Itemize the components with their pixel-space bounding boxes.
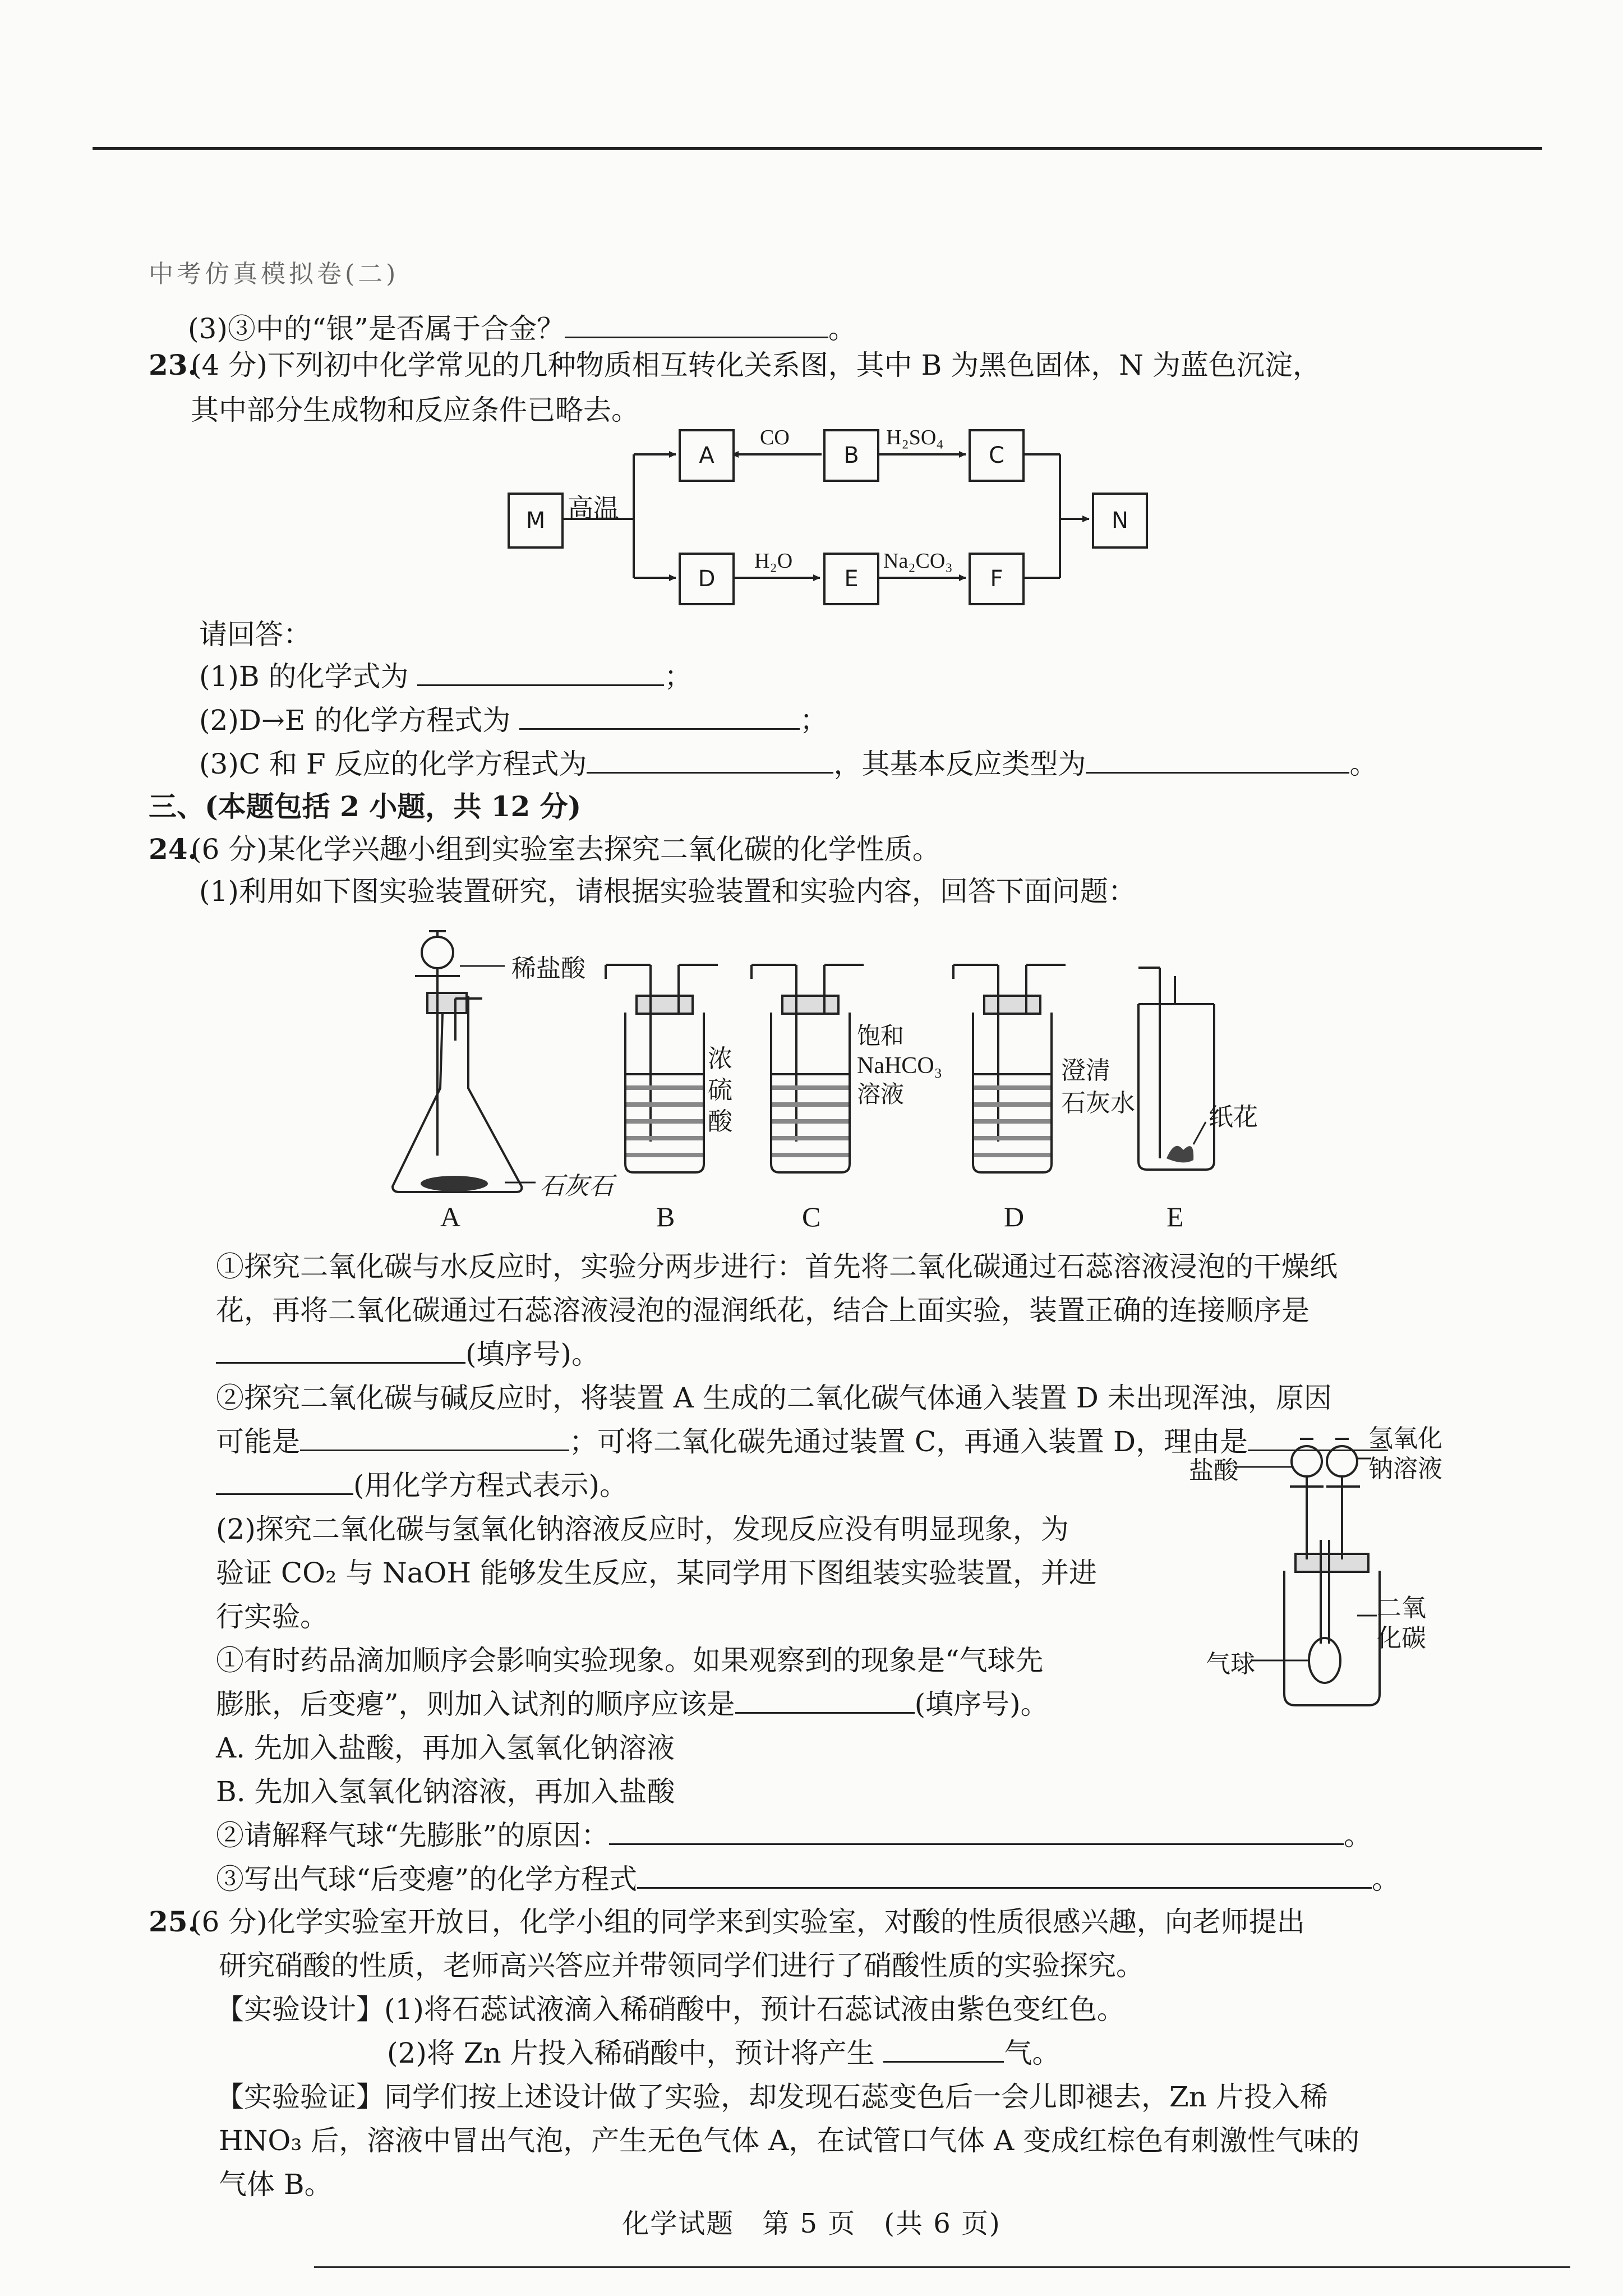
q25-design-text-b: 气。 [1004,2037,1061,2069]
option-A: A. 先加入盐酸，再加入氢氧化钠溶液 [216,1732,675,1764]
q23-sub3-end: 。 [1349,748,1378,780]
b-reagent-line: 硫 [708,1076,732,1104]
q25-design-line2 [387,2033,1060,2073]
b-reagent-line: 酸 [708,1108,732,1135]
answer-blank[interactable] [883,2034,1004,2063]
b-reagent-line: 浓 [708,1045,732,1073]
c-reagent-line: NaHCO₃ [857,1053,943,1079]
q25-design-line1: 【实验设计】(1)将石蕊试液滴入稀硝酸中，预计石蕊试液由紫色变红色。 [216,1993,1125,2026]
label-limestone: 石灰石 [540,1172,614,1200]
letter-D: D [1004,1201,1025,1232]
q25-verify-line3: 气体 B。 [219,2168,333,2201]
q24-line1: (6 分)某化学兴趣小组到实验室去探究二氧化碳的化学性质。 [191,833,940,866]
q24-s2-p1-text-a: 膨胀，后变瘪”，则加入试剂的顺序应该是 [216,1688,735,1720]
q24-line2: (1)利用如下图实验装置研究，请根据实验装置和实验内容，回答下面问题： [199,875,1136,908]
c-reagent-line: 溶液 [857,1082,905,1108]
q25-design-text-a: (2)将 Zn 片投入稀硝酸中，预计将产生 [387,2037,875,2069]
q23-sub2-text: (2)D→E 的化学方程式为 [199,704,511,737]
node-D: D [679,553,735,605]
co2-label-line: 二氧 [1377,1594,1426,1622]
c-reagent-line: 饱和 [857,1024,905,1050]
q24-p1-line1: ①探究二氧化碳与水反应时，实验分两步进行：首先将二氧化碳通过石蕊溶液浸泡的干燥纸 [216,1250,1338,1283]
node-A: A [679,429,735,482]
label-dilute-hcl: 稀盐酸 [511,955,585,982]
label-high-temp: 高温 [568,494,619,523]
q23-sub1-text: (1)B 的化学式为 [199,660,409,693]
q25-line1: (6 分)化学实验室开放日，化学小组的同学来到实验室，对酸的性质很感兴趣，向老师提出 [191,1906,1305,1938]
q24-p2-text-b: ；可将二氧化碳先通过装置 C，再通入装置 D，理由是 [569,1425,1248,1458]
q25-verify-line1: 【实验验证】同学们按上述设计做了实验，却发现石蕊变色后一会儿即褪去，Zn 片投入稀 [216,2081,1328,2113]
q24-s2-p3-text: ③写出气球“后变瘪”的化学方程式 [216,1863,638,1895]
q24-p2-text-a: 可能是 [216,1425,300,1458]
label-paper-flower: 纸花 [1209,1103,1258,1131]
q24-number: 24. [149,832,197,866]
node-M: M [508,493,564,549]
footer-rule [314,2266,1570,2268]
q23-sub1-end: ； [664,660,693,693]
section-3-title: 三、(本题包括 2 小题，共 12 分) [149,790,582,823]
q24-s2-p2-end: 。 [1344,1819,1372,1852]
q23-answer-intro: 请回答： [199,618,311,651]
letter-E: E [1166,1201,1184,1232]
label-hydrochloric-acid: 盐酸 [1189,1457,1238,1484]
d-reagent-line: 澄清 [1061,1057,1110,1084]
label-carbon-dioxide [1377,1593,1426,1654]
label-naoh-solution [1368,1424,1442,1484]
q24-s2-p1-line1: ①有时药品滴加顺序会影响实验现象。如果观察到的现象是“气球先 [216,1644,1044,1677]
q24-p1-line2: 花，再将二氧化碳通过石蕊溶液浸泡的湿润纸花，结合上面实验，装置正确的连接顺序是 [216,1294,1310,1327]
co2-label-line: 化碳 [1377,1625,1426,1652]
node-E: E [823,553,879,605]
letter-C: C [802,1201,821,1232]
q23-sub3-text: (3)C 和 F 反应的化学方程式为 [199,748,587,780]
q24-p2-fill-hint: (用化学方程式表示)。 [353,1469,628,1502]
letter-B: B [656,1201,675,1232]
q24-s2-line1: (2)探究二氧化碳与氢氧化钠溶液反应时，发现反应没有明显现象，为 [216,1513,1069,1545]
q22-sub3-end: 。 [828,312,856,345]
q23-line1: (4 分)下列初中化学常见的几种物质相互转化关系图，其中 B 为黑色固体，N 为蓝色沉淀， [191,349,1321,381]
q24-s2-line2: 验证 CO₂ 与 NaOH 能够发生反应，某同学用下图组装实验装置，并进 [216,1557,1098,1589]
q23-number: 23. [149,348,197,381]
q23-line2: 其中部分生成物和反应条件已略去。 [191,394,639,426]
label-h2so4: H₂SO₄ [886,426,944,449]
page-footer: 化学试题 第 5 页 (共 6 页) [622,2208,1001,2239]
q25-line2: 研究硝酸的性质，老师高兴答应并带领同学们进行了硝酸性质的实验探究。 [219,1949,1144,1982]
q24-p1-fill-hint: (填序号)。 [465,1338,600,1370]
naoh-label-line: 钠溶液 [1368,1455,1442,1483]
label-co: CO [760,426,790,449]
node-B: B [823,429,879,482]
q24-s2-p1-text-b: (填序号)。 [914,1688,1049,1720]
node-N: N [1092,493,1148,549]
q23-sub2-end: ； [800,704,828,737]
q23-sub3-mid: ，其基本反应类型为 [833,748,1086,780]
q24-s2-p3-end: 。 [1372,1863,1400,1895]
option-B: B. 先加入氢氧化钠溶液，再加入盐酸 [216,1775,675,1808]
letter-A: A [440,1201,461,1232]
label-balloon: 气球 [1206,1650,1255,1678]
node-F: F [969,553,1025,605]
q25-verify-line2: HNO₃ 后，溶液中冒出气泡，产生无色气体 A，在试管口气体 A 变成红棕色有刺激性气味的 [219,2124,1360,2157]
q22-sub3-text: (3)③中的“银”是否属于合金？ [188,312,565,345]
node-C: C [969,429,1025,482]
naoh-label-line: 氢氧化 [1368,1425,1442,1452]
q24-p2-line1: ②探究二氧化碳与碱反应时，将装置 A 生成的二氧化碳气体通入装置 D 未出现浑浊，原因 [216,1382,1332,1414]
q24-s2-p2-text: ②请解释气球“先膨胀”的原因： [216,1819,610,1852]
label-h2o: H₂O [754,549,793,573]
d-reagent-line: 石灰水 [1061,1089,1135,1117]
label-na2co3: Na₂CO₃ [883,549,953,573]
q24-s2-line3: 行实验。 [216,1600,328,1633]
q25-number: 25. [149,1905,197,1938]
exam-series-title: 中考仿真模拟卷(二) [149,260,399,288]
